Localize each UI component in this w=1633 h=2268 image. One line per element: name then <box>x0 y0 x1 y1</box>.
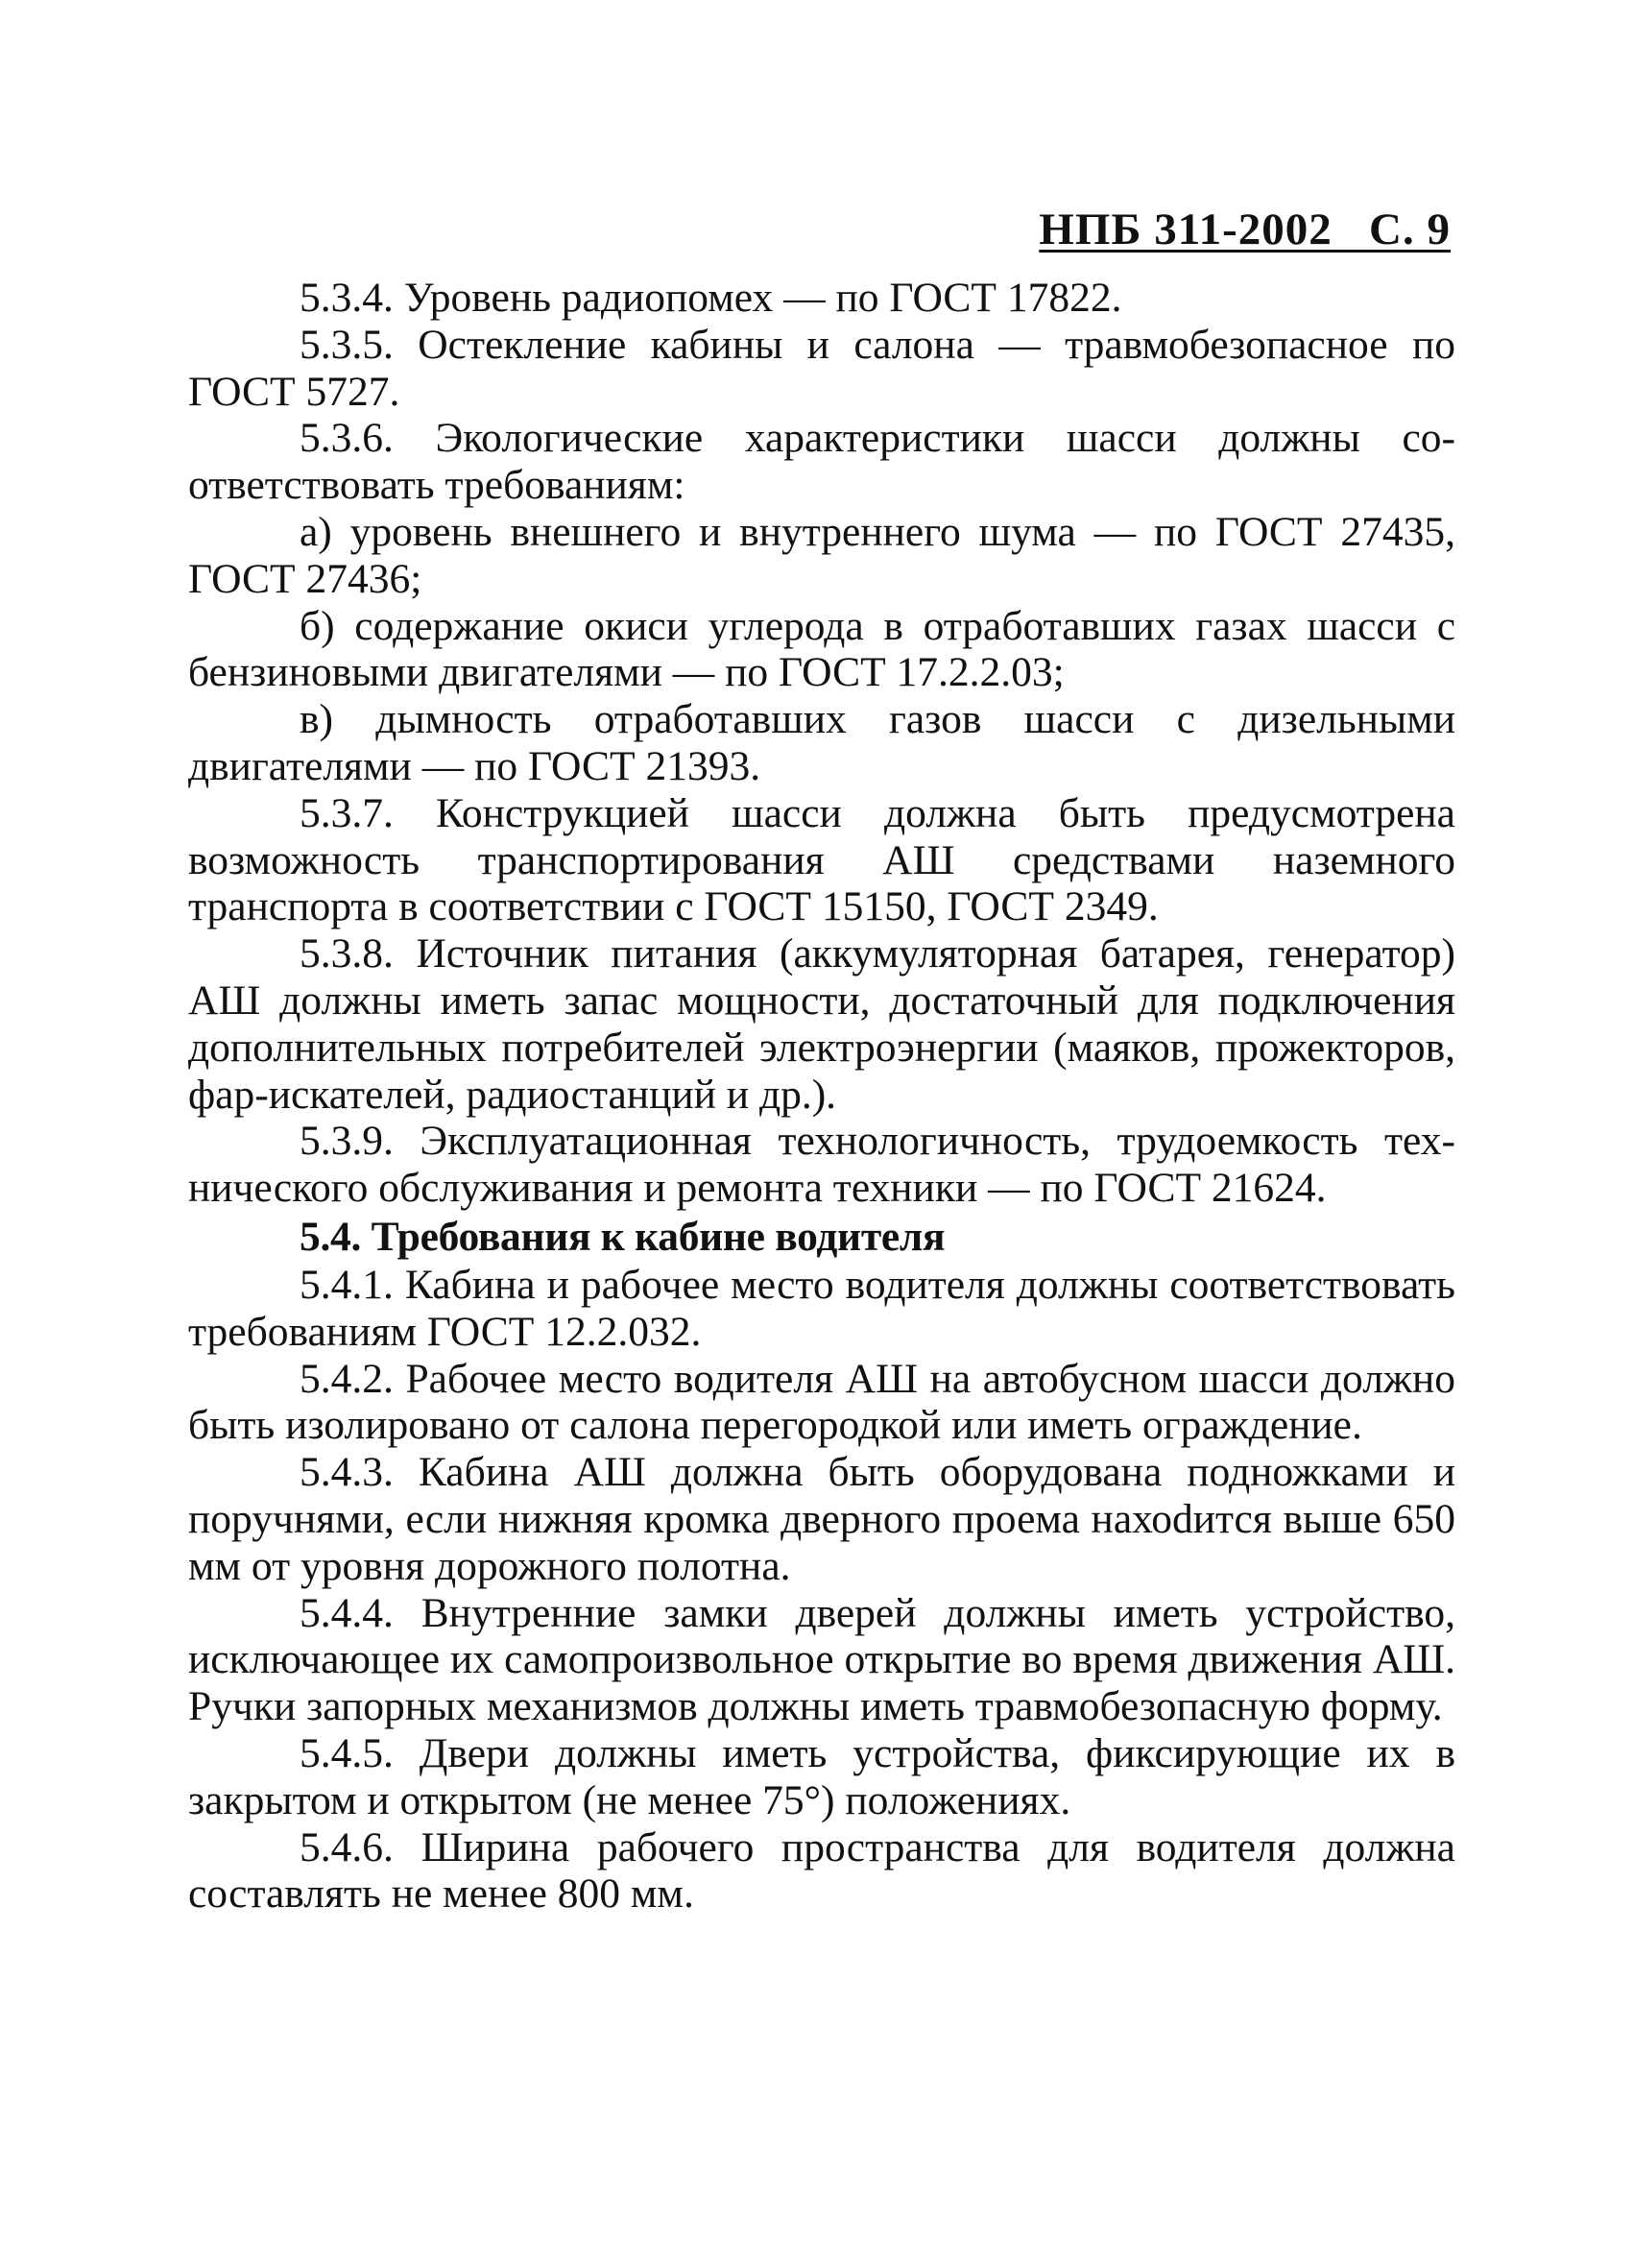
paragraph-5-4-3: 5.4.3. Кабина АШ должна быть оборудована подножками и поручнями, если нижняя кромка дверного проема нахоdится выше 650 мм от уровня дорожного полотна. <box>188 1449 1455 1589</box>
list-item-b: б) содержание окиси углерода в отработавших газах шасси с бензиновыми двигателями — по ГОСТ 17.2.2.03; <box>188 602 1455 696</box>
paragraph-5-3-5: 5.3.5. Остекление кабины и салона — травмобезопасное по ГОСТ 5727. <box>188 321 1455 415</box>
paragraph-5-4-2: 5.4.2. Рабочее место водителя АШ на автобусном шасси должно быть изолировано от салона перегородкой или иметь ограждение. <box>188 1355 1455 1449</box>
document-body <box>188 275 1455 1918</box>
paragraph-5-4-1: 5.4.1. Кабина и рабочее место водителя должны соответствовать требованиям ГОСТ 12.2.032. <box>188 1261 1455 1355</box>
paragraph-5-4-5: 5.4.5. Двери должны иметь устройства, фиксирующие их в закрытом и открытом (не менее 75°) положениях. <box>188 1729 1455 1823</box>
list-item-v: в) дымность отработавших газов шасси с дизельными двигателями — по ГОСТ 21393. <box>188 696 1455 789</box>
paragraph-5-4-6: 5.4.6. Ширина рабочего пространства для водителя должна составлять не менее 800 мм. <box>188 1823 1455 1918</box>
paragraph-5-3-8: 5.3.8. Источник питания (аккумуляторная батарея, генератор) АШ должны иметь запас мощности, достаточный для подключения дополнительных потребителей электроэнергии (маяков, прожекторов, фар-искателей, радиостанций и др.). <box>188 930 1455 1118</box>
paragraph-5-3-7: 5.3.7. Конструкцией шасси должна быть предусмотрена возможность транспортирования АШ средствами наземного транспорта в соответствии с ГОСТ 15150, ГОСТ 2349. <box>188 789 1455 930</box>
running-header: НПБ 311-2002 С. 9 <box>1039 205 1451 254</box>
paragraph-5-3-9: 5.3.9. Эксплуатационная технологичность, трудоемкость технического обслуживания и ремонта техники — по ГОСТ 21624. <box>188 1118 1455 1212</box>
paragraph-5-4-4: 5.4.4. Внутренние замки дверей должны иметь устройство, исключающее их самопроизвольное открытие во время движения АШ. Ручки запорных механизмов должны иметь травмобезопасную форму. <box>188 1589 1455 1730</box>
paragraph-5-3-4: 5.3.4. Уровень радиопомех — по ГОСТ 17822. <box>300 275 1122 321</box>
list-item-a: а) уровень внешнего и внутреннего шума — по ГОСТ 27435, ГОСТ 27436; <box>188 508 1455 602</box>
section-heading: 5.4. Требования к кабине водителя <box>300 1213 946 1260</box>
paragraph-5-3-6: 5.3.6. Экологические характеристики шасси должны соответствовать требованиям: <box>188 415 1455 509</box>
